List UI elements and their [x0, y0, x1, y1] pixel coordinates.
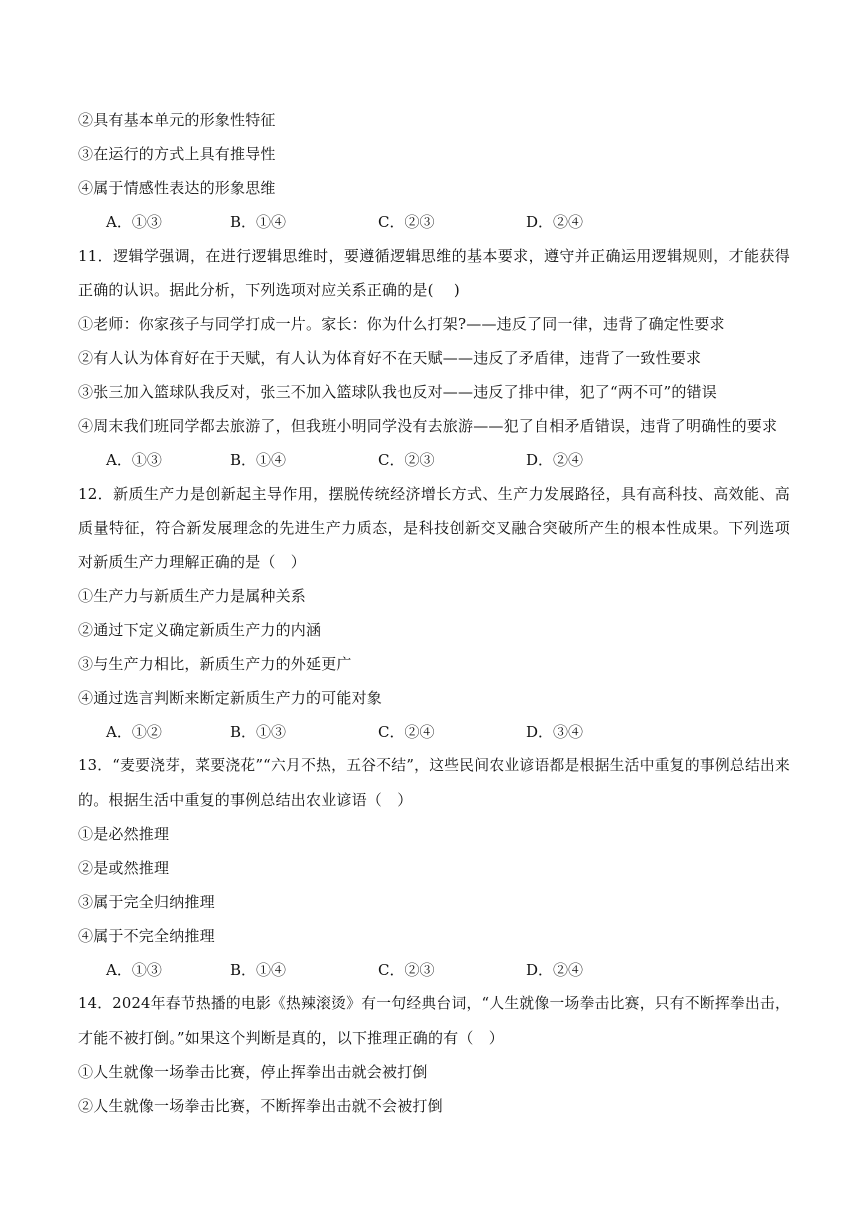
q10-option-d: D．②④ — [526, 213, 584, 231]
q11-option-a: A．①③ — [106, 451, 162, 469]
q13-stem-line-1: 13．“麦要浇芽，菜要浇花”“六月不热，五谷不结”，这些民间农业谚语都是根据生活中重复的事例总结出来 — [78, 757, 790, 774]
q13-item-2: ②是或然推理 — [78, 859, 170, 877]
q14-stem-line-1: 14．2024年春节热播的电影《热辣滚烫》有一句经典台词，“人生就像一场拳击比赛，只有不断挥拳出击， — [78, 995, 790, 1012]
q12-stem-line-3: 对新质生产力理解正确的是（ ） — [78, 553, 307, 571]
q10-item-4: ④属于情感性表达的形象思维 — [78, 179, 276, 197]
q11-item-3: ③张三加入篮球队我反对，张三不加入篮球队我也反对——违反了排中律，犯了“两不可”的错误 — [78, 383, 717, 401]
q10-option-b: B．①④ — [230, 213, 287, 231]
q10-option-c: C．②③ — [378, 213, 435, 231]
q11-stem-line-1: 11．逻辑学强调，在进行逻辑思维时，要遵循逻辑思维的基本要求，遵守并正确运用逻辑规则，才能获得 — [78, 247, 790, 265]
q10-item-3: ③在运行的方式上具有推导性 — [78, 145, 276, 163]
q12-stem-line-2: 质量特征，符合新发展理念的先进生产力质态，是科技创新交叉融合突破所产生的根本性成果。下列选项 — [78, 519, 790, 537]
q11-option-c: C．②③ — [378, 451, 435, 469]
q12-option-a: A．①② — [106, 723, 162, 741]
q14-stem-line-2: 才能不被打倒。”如果这个判断是真的，以下推理正确的有（ ） — [78, 1029, 504, 1047]
q13-option-d: D．②④ — [526, 961, 584, 979]
q14-item-2: ②人生就像一场拳击比赛，不断挥拳出击就不会被打倒 — [78, 1097, 443, 1115]
q11-option-d: D．②④ — [526, 451, 584, 469]
q11-stem-line-2: 正确的认识。据此分析，下列选项对应关系正确的是( ) — [78, 281, 460, 299]
q11-item-2: ②有人认为体育好在于天赋，有人认为体育好不在天赋——违反了矛盾律，违背了一致性要求 — [78, 349, 702, 367]
q13-stem-line-2: 的。根据生活中重复的事例总结出农业谚语（ ） — [78, 791, 413, 809]
q13-item-4: ④属于不完全纳推理 — [78, 927, 215, 945]
q10-item-2: ②具有基本单元的形象性特征 — [78, 111, 276, 129]
q12-option-c: C．②④ — [378, 723, 435, 741]
q12-stem-line-1: 12．新质生产力是创新起主导作用，摆脱传统经济增长方式、生产力发展路径，具有高科技、高效能、高 — [78, 485, 790, 503]
q10-option-a: A．①③ — [106, 213, 162, 231]
q12-option-b: B．①③ — [230, 723, 287, 741]
q12-item-1: ①生产力与新质生产力是属种关系 — [78, 587, 307, 605]
q12-item-2: ②通过下定义确定新质生产力的内涵 — [78, 621, 322, 639]
q11-option-b: B．①④ — [230, 451, 287, 469]
q13-item-1: ①是必然推理 — [78, 825, 170, 843]
q13-option-c: C．②③ — [378, 961, 435, 979]
q11-item-1: ①老师：你家孩子与同学打成一片。家长：你为什么打架?——违反了同一律，违背了确定性要求 — [78, 315, 725, 333]
q14-item-1: ①人生就像一场拳击比赛，停止挥拳出击就会被打倒 — [78, 1063, 428, 1081]
q12-item-4: ④通过选言判断来断定新质生产力的可能对象 — [78, 689, 383, 707]
q12-option-d: D．③④ — [526, 723, 584, 741]
q13-option-a: A．①③ — [106, 961, 162, 979]
q13-option-b: B．①④ — [230, 961, 287, 979]
q12-item-3: ③与生产力相比，新质生产力的外延更广 — [78, 655, 352, 673]
q11-item-4: ④周末我们班同学都去旅游了，但我班小明同学没有去旅游——犯了自相矛盾错误，违背了明确性的要求 — [78, 417, 778, 435]
q13-item-3: ③属于完全归纳推理 — [78, 893, 215, 911]
